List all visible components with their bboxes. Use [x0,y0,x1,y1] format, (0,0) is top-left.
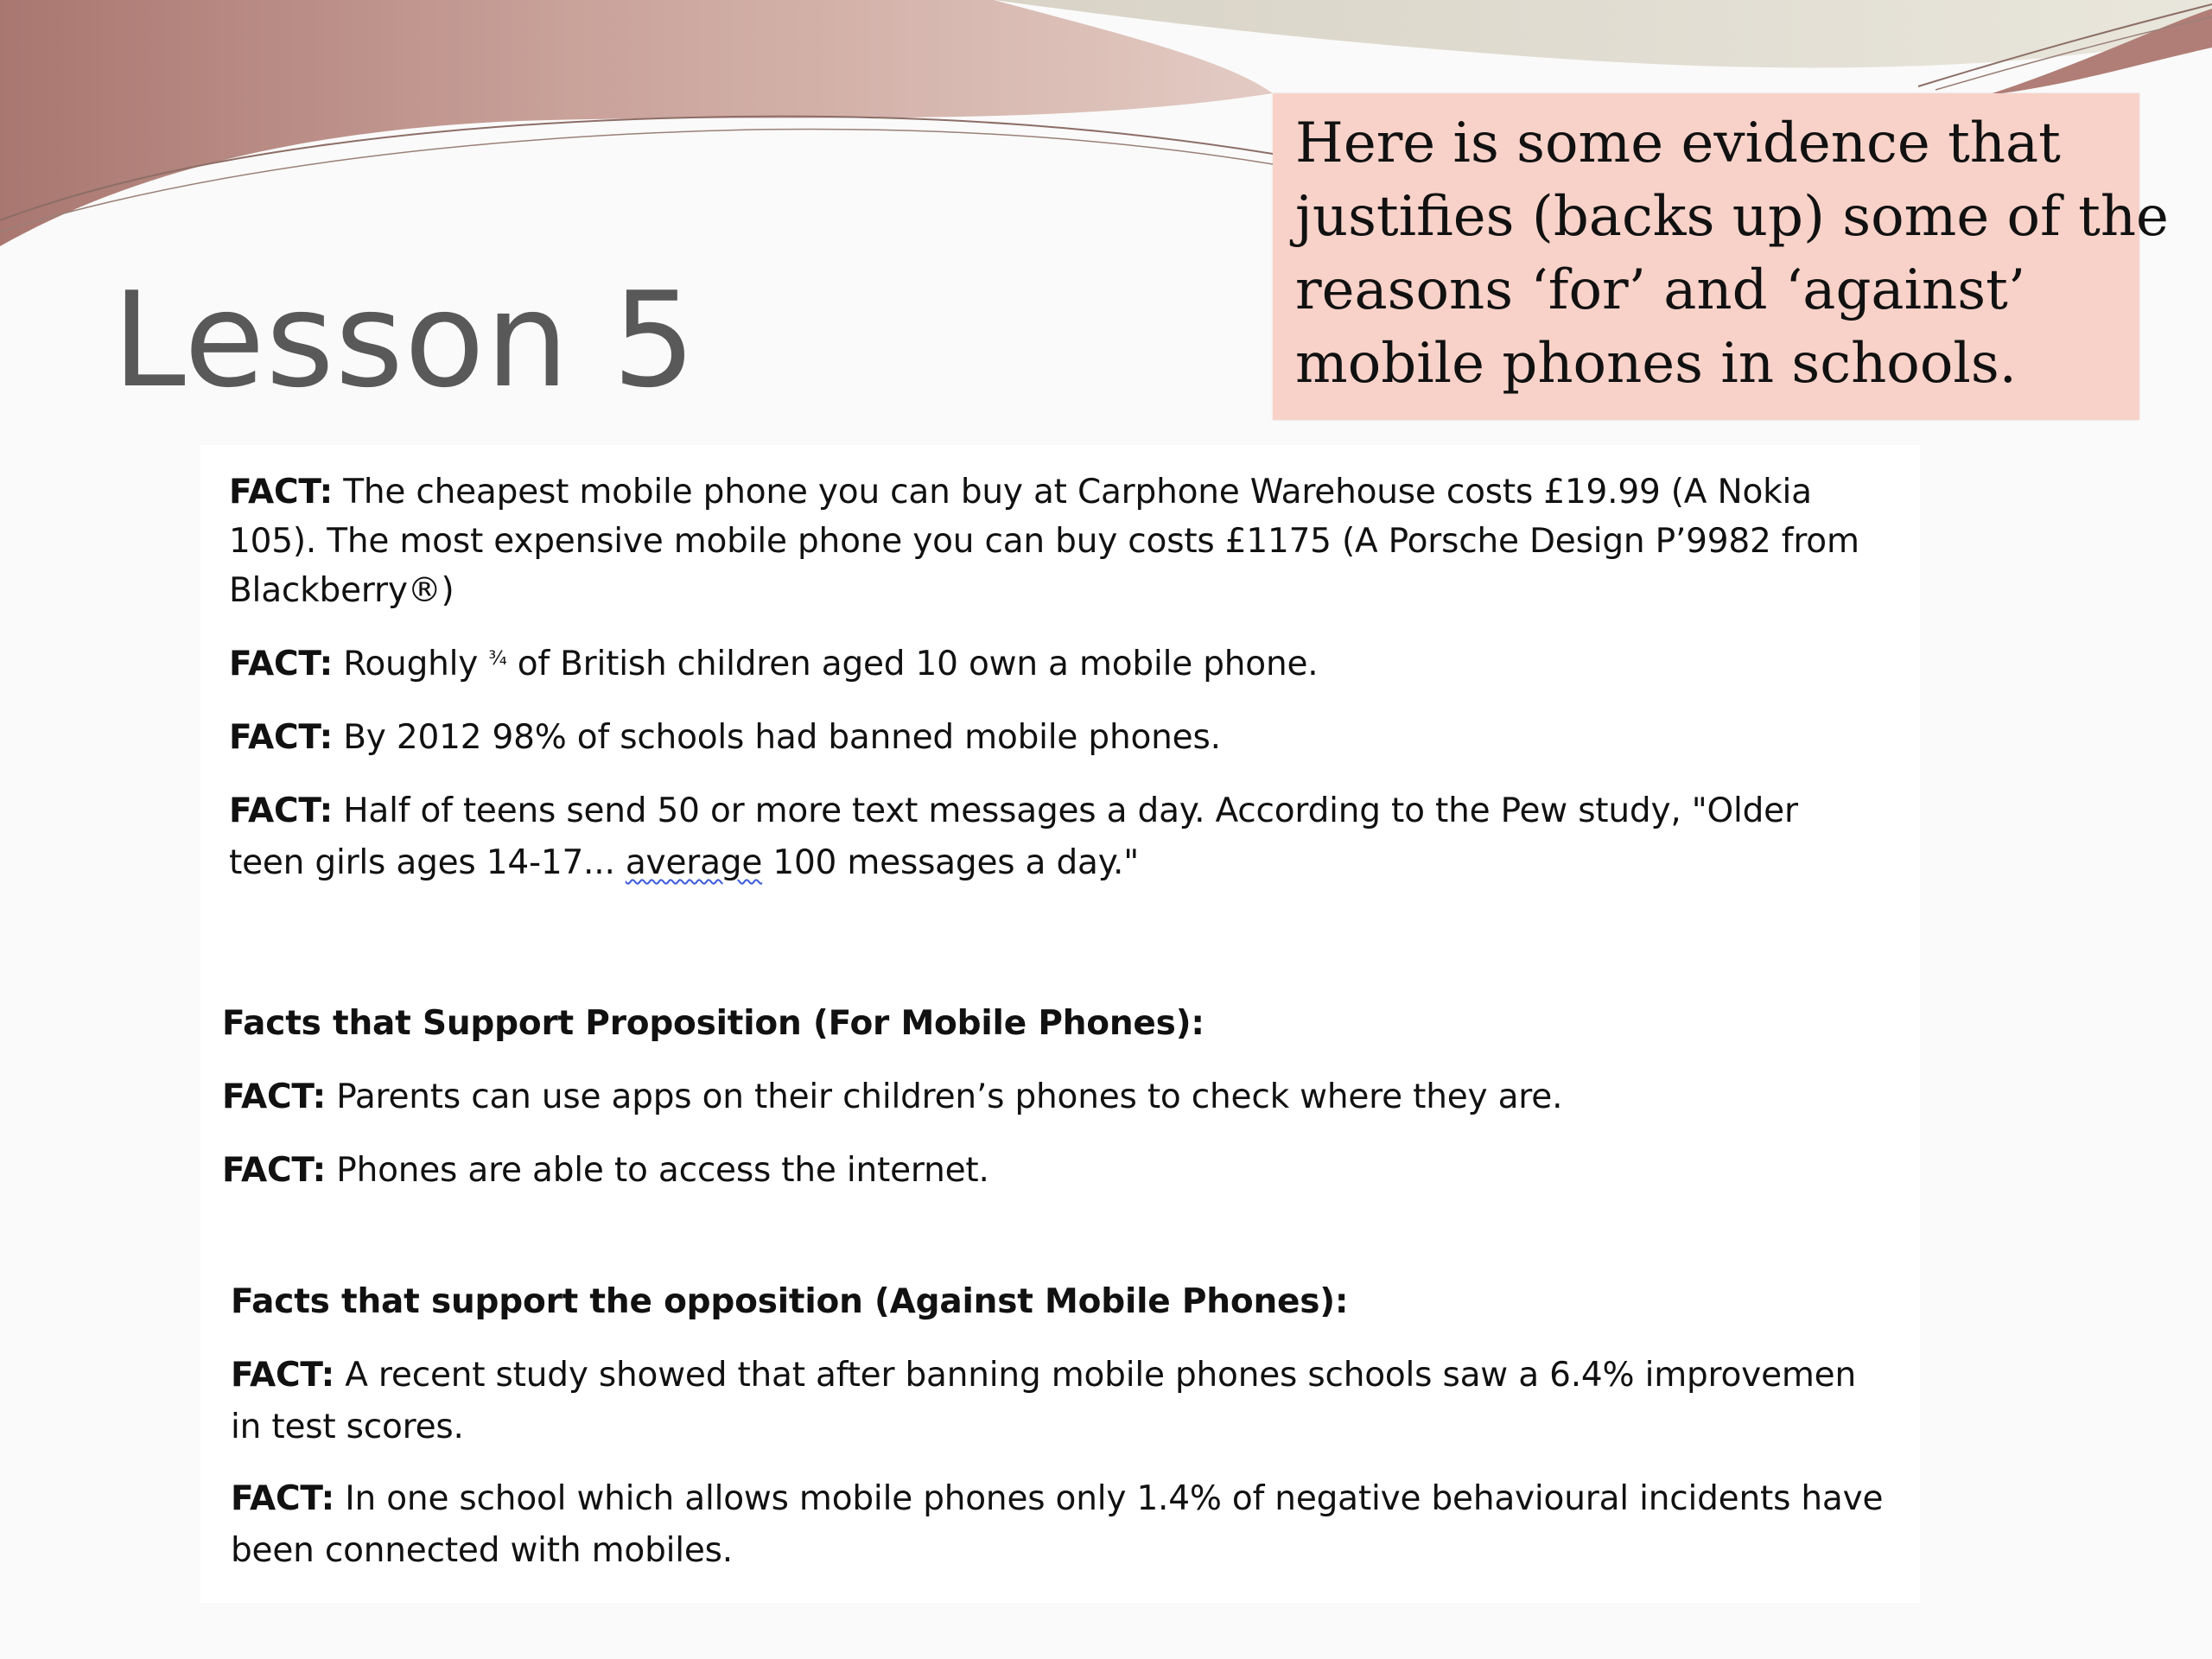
fact-label: FACT: [229,473,334,512]
fact-label: FACT: [231,1356,335,1395]
callout-line: mobile phones in schools. [1295,332,2017,396]
fact-text: Phones are able to access the internet. [336,1151,989,1190]
fact-parents-apps [222,1078,1562,1117]
against-section-heading: Facts that support the opposition (Against Mobile Phones): [231,1282,1349,1321]
fact-behaviour-incidents-line-2: been connected with mobiles. [231,1531,733,1570]
fact-text: In one school which allows mobile phones only 1.4% of negative behavioural incidents have [345,1479,1884,1518]
fact-test-scores-line-2: in test scores. [231,1408,464,1446]
fact-text: By 2012 98% of schools had banned mobile phones. [343,718,1221,757]
fact-label: FACT: [231,1479,335,1518]
callout-line: Here is some evidence that [1295,111,2061,175]
fraction-three-quarters: ¾ [488,648,507,670]
fact-phone-prices-line-3: Blackberry®) [229,571,454,610]
fact-text: Half of teens send 50 or more text messages a day. According to the Pew study, "Older [343,791,1798,830]
for-section-heading: Facts that Support Proposition (For Mobile Phones): [222,1004,1205,1043]
fact-text: of British children aged 10 own a mobile phone. [517,645,1319,683]
fact-label: FACT: [229,718,334,757]
callout-line: justifies (backs up) some of the [1295,185,2169,249]
fact-label: FACT: [222,1077,327,1116]
fact-internet-access [222,1152,989,1191]
fact-children-ownership [229,645,1318,684]
fact-teen-messages-line-2 [229,844,1139,883]
fact-text: Roughly [343,645,479,683]
fact-behaviour-incidents-line-1 [231,1480,1883,1519]
spellcheck-flagged-word: average [625,843,763,882]
fact-label: FACT: [222,1151,327,1190]
fact-test-scores-line-1 [231,1357,1856,1395]
fact-label: FACT: [229,791,334,830]
fact-phone-prices-line-2: 105). The most expensive mobile phone you can buy costs £1175 (A Porsche Design P’9982 from [229,522,1859,561]
fact-text: Parents can use apps on their children’s phones to check where they are. [336,1077,1563,1116]
fact-text: The cheapest mobile phone you can buy at Carphone Warehouse costs £19.99 (A Nokia [343,473,1812,512]
slide-title: Lesson 5 [112,264,697,416]
fact-label: FACT: [229,645,334,683]
fact-text: 100 messages a day." [772,843,1139,882]
callout-line: reasons ‘for’ and ‘against’ [1295,258,2026,322]
fact-teen-messages-line-1 [229,792,1798,831]
fact-phone-prices-line-1 [229,474,1812,512]
fact-text: teen girls ages 14-17... [229,843,615,882]
evidence-callout-box [1273,93,2169,420]
fact-schools-banned [229,719,1221,758]
fact-text: A recent study showed that after banning mobile phones schools saw a 6.4% improvemen [345,1356,1856,1395]
